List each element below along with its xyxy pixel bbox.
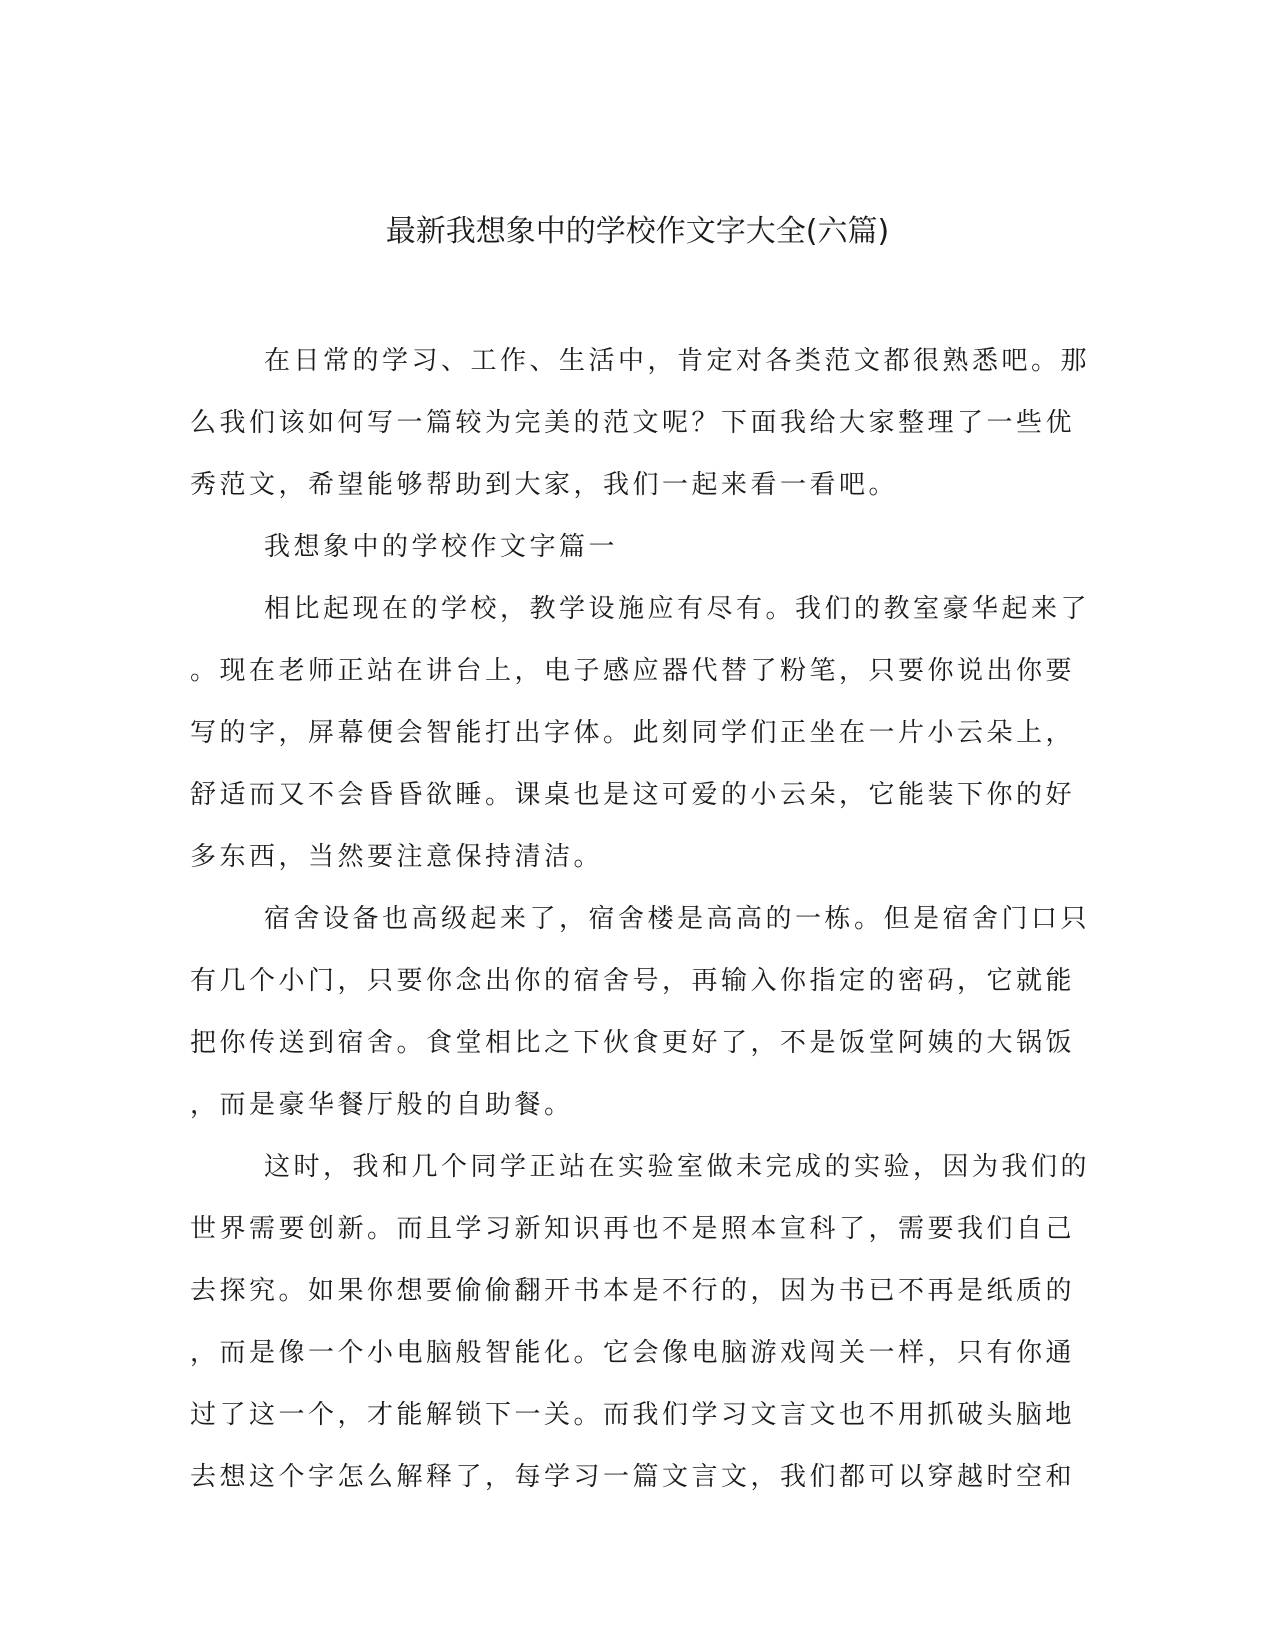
text-line: 去探究。如果你想要偷偷翻开书本是不行的，因为书已不再是纸质的	[190, 1276, 1076, 1306]
text-line: 去想这个字怎么解释了，每学习一篇文言文，我们都可以穿越时空和	[190, 1462, 1076, 1492]
text-line: 宿舍设备也高级起来了，宿舍楼是高高的一栋。但是宿舍门口只	[264, 904, 1091, 934]
section-heading: 我想象中的学校作文字篇一	[264, 532, 619, 562]
text-line: 在日常的学习、工作、生活中，肯定对各类范文都很熟悉吧。那	[264, 346, 1091, 376]
text-line: 世界需要创新。而且学习新知识再也不是照本宣科了，需要我们自己	[190, 1214, 1076, 1244]
text-line: 相比起现在的学校，教学设施应有尽有。我们的教室豪华起来了	[264, 594, 1091, 624]
text-line: 舒适而又不会昏昏欲睡。课桌也是这可爱的小云朵，它能装下你的好	[190, 780, 1076, 810]
text-line: 多东西，当然要注意保持清洁。	[190, 842, 604, 872]
document-body	[190, 330, 1091, 1508]
text-line: 么我们该如何写一篇较为完美的范文呢？下面我给大家整理了一些优	[190, 408, 1076, 438]
text-line: 这时，我和几个同学正站在实验室做未完成的实验，因为我们的	[264, 1152, 1091, 1182]
text-line: 写的字，屏幕便会智能打出字体。此刻同学们正坐在一片小云朵上，	[190, 718, 1076, 748]
text-line: 有几个小门，只要你念出你的宿舍号，再输入你指定的密码，它就能	[190, 966, 1076, 996]
text-line: 。现在老师正站在讲台上，电子感应器代替了粉笔，只要你说出你要	[190, 656, 1076, 686]
text-line: ，而是豪华餐厅般的自助餐。	[190, 1090, 574, 1120]
text-line: ，而是像一个小电脑般智能化。它会像电脑游戏闯关一样，只有你通	[190, 1338, 1076, 1368]
text-line: 把你传送到宿舍。食堂相比之下伙食更好了，不是饭堂阿姨的大锅饭	[190, 1028, 1076, 1058]
document-title: 最新我想象中的学校作文字大全(六篇)	[385, 214, 890, 249]
text-line: 秀范文，希望能够帮助到大家，我们一起来看一看吧。	[190, 470, 899, 500]
text-line: 过了这一个，才能解锁下一关。而我们学习文言文也不用抓破头脑地	[190, 1400, 1076, 1430]
